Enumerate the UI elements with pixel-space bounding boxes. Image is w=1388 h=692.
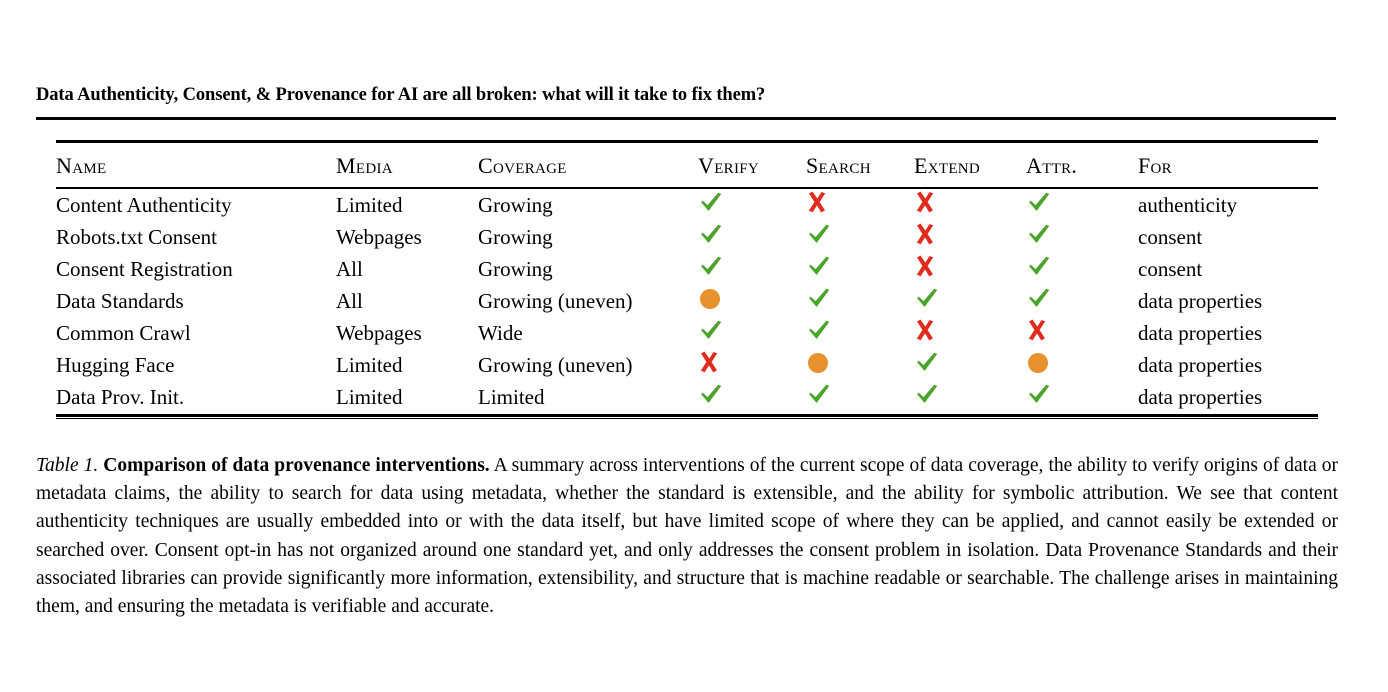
column-header-search: Search [806,153,871,178]
cell-search-check [806,317,914,349]
caption-label: Table 1. [36,455,99,476]
cell-name: Common Crawl [56,321,191,345]
cell-media: Limited [336,353,403,377]
green-check-icon [806,222,832,246]
cell-media: Webpages [336,321,422,345]
table-row [56,189,1318,221]
green-check-icon [1026,190,1052,214]
column-header-for: For [1138,153,1172,178]
cell-extend-check [914,381,1026,413]
cell-media: Limited [336,193,403,217]
comparison-table-body [56,189,1318,413]
table-row [56,253,1318,285]
cell-verify-cross [698,349,806,381]
cell-extend-cross [914,253,1026,285]
orange-circle-icon [806,350,830,374]
cell-search-check [806,253,914,285]
cell-coverage: Growing (uneven) [478,353,633,377]
cell-search-check [806,285,914,317]
red-cross-icon [914,318,936,342]
caption-bold-lead: Comparison of data provenance interventions. [103,455,490,476]
cell-attr-check [1026,189,1138,221]
table-row [56,221,1318,253]
green-check-icon [1026,254,1052,278]
cell-search-check [806,221,914,253]
table-header [56,143,1318,187]
green-check-icon [806,318,832,342]
green-check-icon [698,382,724,406]
cell-for: consent [1138,225,1203,249]
cell-verify-check [698,253,806,285]
cell-search-circle [806,349,914,381]
table-row [56,285,1318,317]
cell-verify-check [698,189,806,221]
cell-for: data properties [1138,321,1263,345]
cell-extend-cross [914,221,1026,253]
table-body [56,189,1318,413]
comparison-table [56,143,1318,187]
green-check-icon [698,222,724,246]
cell-name: Data Standards [56,289,184,313]
cell-extend-check [914,349,1026,381]
cell-name: Consent Registration [56,257,233,281]
green-check-icon [1026,222,1052,246]
cell-for: authenticity [1138,193,1238,217]
cell-attr-check [1026,221,1138,253]
cell-verify-check [698,221,806,253]
cell-coverage: Wide [478,321,523,345]
red-cross-icon [914,254,936,278]
green-check-icon [806,382,832,406]
provenance-table [56,140,1318,419]
orange-circle-icon [1026,350,1050,374]
column-header-name: Name [56,153,107,178]
table-bottom-rule-thin [56,418,1318,419]
cell-for: data properties [1138,353,1263,377]
table-row [56,349,1318,381]
green-check-icon [914,350,940,374]
table-caption [36,452,1338,621]
cell-for: consent [1138,257,1203,281]
cell-media: All [336,289,363,313]
caption-body: A summary across interventions of the current scope of data coverage, the ability to verify origins of data or metadata claims, the ability to search for data using metadata, whether the standard is extensible, and the ability for symbolic attribution. We see that content authenticity techniques are usually embedded into or with the data itself, but have limited scope of where they can be applied, and cannot easily be extended or searched over. Consent opt-in has not organized around one standard yet, and only addresses the consent problem in isolation. Data Provenance Standards and their associated libraries can provide significantly more information, extensibility, and structure that is machine readable or searchable. The challenge arises in maintaining them, and ensuring the metadata is verifiable and accurate. [36,455,1338,618]
cell-attr-check [1026,285,1138,317]
cell-attr-cross [1026,317,1138,349]
cell-extend-cross [914,317,1026,349]
cell-verify-circle [698,285,806,317]
green-check-icon [1026,286,1052,310]
cell-media: Webpages [336,225,422,249]
column-header-media: Media [336,153,393,178]
cell-coverage: Growing [478,193,553,217]
red-cross-icon [914,222,936,246]
cell-search-check [806,381,914,413]
title-block [36,84,1336,106]
cell-coverage: Growing [478,225,553,249]
cell-media: All [336,257,363,281]
column-header-extend: Extend [914,153,981,178]
green-check-icon [806,286,832,310]
cell-coverage: Growing (uneven) [478,289,633,313]
green-check-icon [806,254,832,278]
cell-for: data properties [1138,385,1263,409]
cell-name: Content Authenticity [56,193,232,217]
cell-extend-cross [914,189,1026,221]
cell-attr-check [1026,253,1138,285]
green-check-icon [698,318,724,342]
column-header-attr: Attr. [1026,153,1078,178]
green-check-icon [914,286,940,310]
red-cross-icon [914,190,936,214]
column-header-verify: Verify [698,153,760,178]
cell-verify-check [698,317,806,349]
table-row [56,381,1318,413]
red-cross-icon [698,350,720,374]
cell-name: Data Prov. Init. [56,385,185,409]
cell-for: data properties [1138,289,1263,313]
cell-attr-circle [1026,349,1138,381]
cell-coverage: Limited [478,385,545,409]
orange-circle-icon [698,286,722,310]
table-header-row [56,143,1318,187]
cell-coverage: Growing [478,257,553,281]
cell-search-cross [806,189,914,221]
green-check-icon [914,382,940,406]
cell-verify-check [698,381,806,413]
cell-extend-check [914,285,1026,317]
cell-attr-check [1026,381,1138,413]
cell-name: Robots.txt Consent [56,225,218,249]
table-bottom-rule [56,414,1318,417]
column-header-coverage: Coverage [478,153,567,178]
cell-name: Hugging Face [56,353,175,377]
green-check-icon [1026,382,1052,406]
title-underline-rule [36,117,1336,120]
green-check-icon [698,254,724,278]
red-cross-icon [1026,318,1048,342]
page-title: Data Authenticity, Consent, & Provenance for AI are all broken: what will it take to fix them? [36,85,766,105]
green-check-icon [698,190,724,214]
table-row [56,317,1318,349]
red-cross-icon [806,190,828,214]
cell-media: Limited [336,385,403,409]
